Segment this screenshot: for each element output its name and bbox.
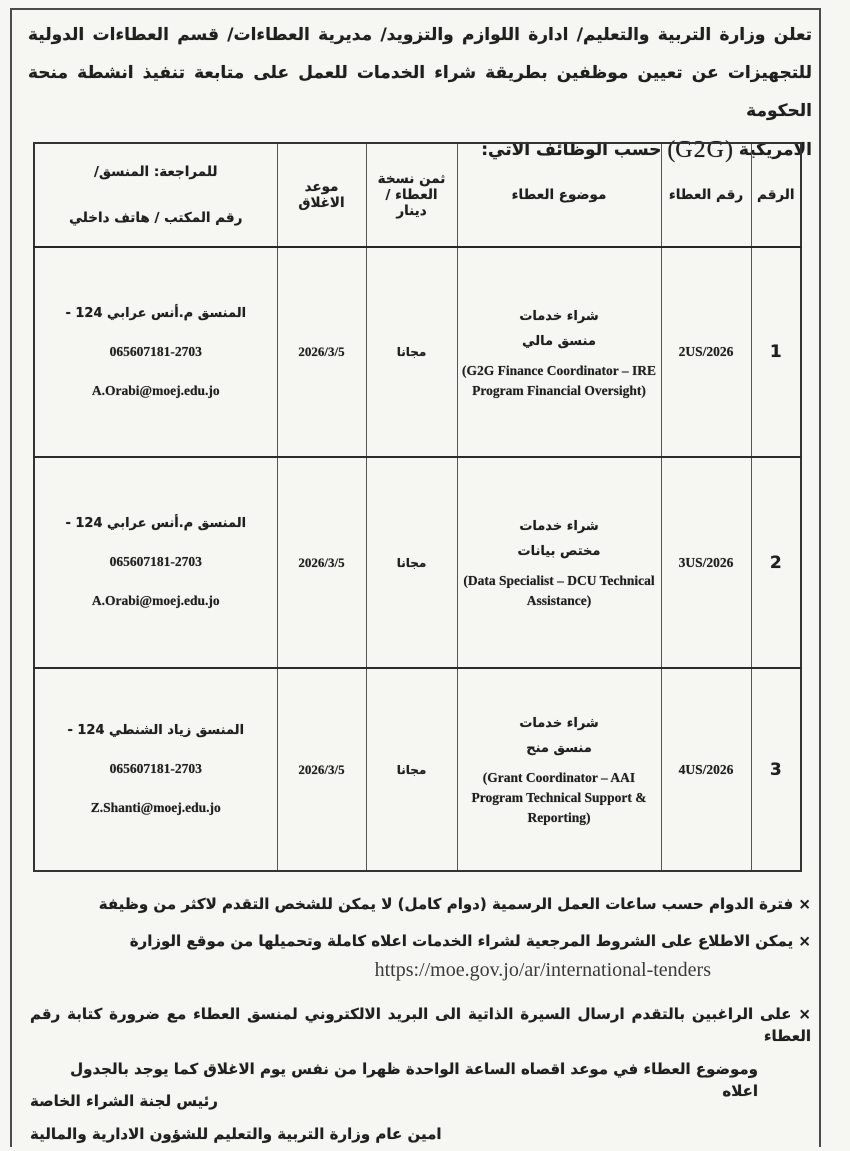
contact-cell (34, 457, 277, 668)
header-line-3-pre: الامريكية (738, 140, 812, 160)
scanned-announcement-document (10, 8, 821, 1147)
tender-subject (457, 247, 661, 457)
signature-secretary-general: امين عام وزارة التربية والتعليم للشؤون الادارية والمالية (30, 1125, 442, 1143)
row-number: 1 (751, 247, 801, 457)
header-line-2: للتجهيزات عن تعيين موظفين بطريقة شراء الخدمات للعمل على متابعة تنفيذ انشطة منحة الحكومة (28, 63, 812, 121)
subject-english: (Data Specialist – DCU Technical Assistance) (463, 573, 655, 608)
header-line-1: تعلن وزارة التربية والتعليم/ ادارة اللوازم والتزويد/ مديرية العطاءات/ قسم العطاءات الدولية (28, 25, 812, 45)
column-header-copy-price: ثمن نسخة العطاء / دينار (366, 143, 457, 247)
subject-english: (G2G Finance Coordinator – IRE Program Financial Oversight) (461, 362, 656, 398)
coordinator-phone: 065607181-2703 (109, 554, 202, 569)
tender-subject (457, 457, 661, 668)
tender-number: 3US/2026 (661, 457, 751, 668)
subject-arabic-line1: شراء خدمات (519, 308, 599, 324)
tenders-table (33, 142, 802, 872)
copy-price: مجانا (366, 668, 457, 871)
note-working-hours: × فترة الدوام حسب ساعات العمل الرسمية (دوام كامل) لا يمكن للشخص التقدم لاكثر من وظيفة (98, 895, 811, 913)
copy-price: مجانا (366, 247, 457, 457)
ministry-tenders-url: https://moe.gov.jo/ar/international-tenders (374, 959, 711, 981)
coordinator-phone: 065607181-2703 (109, 343, 202, 359)
column-header-tender-number: رقم العطاء (661, 143, 751, 247)
signature-committee-chair: رئيس لجنة الشراء الخاصة (30, 1092, 218, 1110)
copy-price: مجانا (366, 457, 457, 668)
tender-subject (457, 668, 661, 871)
contact-cell (34, 668, 277, 871)
g2g-program-label: (G2G) (667, 137, 733, 163)
coordinator-name: المنسق زياد الشنطي 124 - (67, 723, 245, 738)
coordinator-name: المنسق م.أنس عرابي 124 - (65, 305, 247, 321)
tender-number: 2US/2026 (661, 247, 751, 457)
closing-date: 2026/3/5 (277, 247, 366, 457)
row-number: 2 (751, 457, 801, 668)
column-header-contact-line2: رقم المكتب / هاتف داخلي (69, 210, 243, 226)
coordinator-name: المنسق م.أنس عرابي 124 - (65, 516, 247, 531)
note-terms-of-reference: × يمكن الاطلاع على الشروط المرجعية لشراء الخدمات اعلاه كاملة وتحميلها من موقع الوزارة (129, 932, 811, 950)
note-application-instructions-line2: وموضوع العطاء في موعد اقصاه الساعة الواحدة ظهرا من نفس يوم الاغلاق كما يوجد بالجدول اعلاه (70, 1060, 758, 1100)
subject-english: (Grant Coordinator – AAI Program Technical Support & Reporting) (471, 770, 647, 825)
header-line-3-post: حسب الوظائف الاتي: (481, 140, 662, 160)
subject-arabic-line2: منسق مالي (522, 333, 596, 349)
footer-notes (30, 893, 811, 1102)
column-header-subject: موضوع العطاء (457, 143, 661, 247)
subject-arabic-line1: شراء خدمات (519, 716, 599, 731)
coordinator-email: A.Orabi@moej.edu.jo (91, 382, 220, 398)
signature-block (30, 1085, 801, 1151)
subject-arabic-line2: مختص بيانات (517, 544, 601, 559)
contact-cell (34, 247, 277, 457)
coordinator-email: Z.Shanti@moej.edu.jo (90, 800, 221, 815)
column-header-closing-date: موعد الاغلاق (277, 143, 366, 247)
note-application-instructions-line1: × على الراغبين بالتقدم ارسال السيرة الذاتية الى البريد الالكتروني لمنسق العطاء مع ضرورة كتابة رقم العطاء (30, 1005, 811, 1045)
coordinator-email: A.Orabi@moej.edu.jo (91, 593, 220, 608)
tender-row-3 (34, 668, 801, 871)
column-header-contact (34, 143, 277, 247)
coordinator-phone: 065607181-2703 (109, 761, 202, 776)
subject-arabic-line1: شراء خدمات (519, 519, 599, 534)
subject-arabic-line2: منسق منح (526, 741, 592, 756)
column-header-number: الرقم (751, 143, 801, 247)
closing-date: 2026/3/5 (277, 457, 366, 668)
column-header-contact-line1: للمراجعة: المنسق/ (94, 164, 218, 180)
closing-date: 2026/3/5 (277, 668, 366, 871)
tender-row-2 (34, 457, 801, 668)
table-header-row (34, 143, 801, 247)
tender-row-1 (34, 247, 801, 457)
tender-number: 4US/2026 (661, 668, 751, 871)
row-number: 3 (751, 668, 801, 871)
